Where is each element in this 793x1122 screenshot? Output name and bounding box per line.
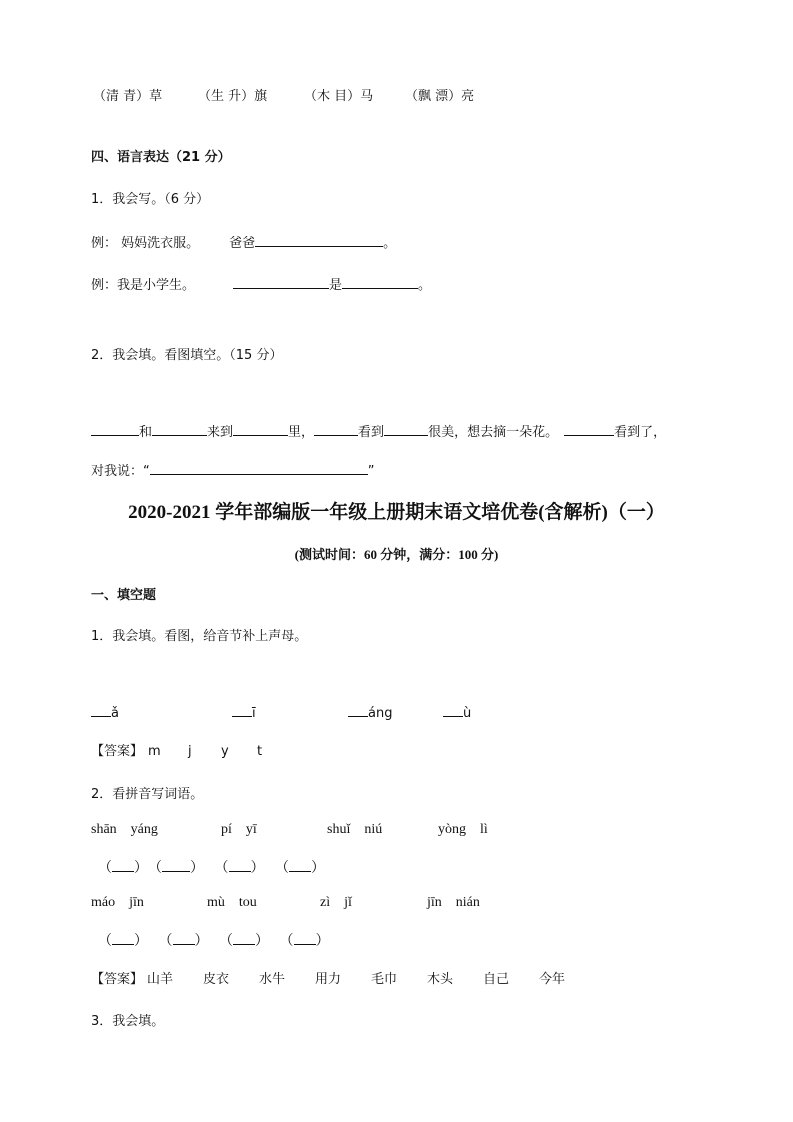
blank <box>255 234 383 247</box>
blank <box>384 423 428 436</box>
answer: 水牛 <box>259 972 286 987</box>
text: 看到 <box>358 425 385 440</box>
text: 和 <box>139 425 153 440</box>
pinyin: jīn nián <box>427 895 480 910</box>
blank <box>233 276 329 289</box>
example-label: 例：我是小学生。 <box>91 278 196 293</box>
pinyin: shān yáng <box>91 822 158 837</box>
text: 来到 <box>207 425 234 440</box>
word-choice: （飘 漂）亮 <box>405 89 475 104</box>
page-title: 2020-2021 学年部编版一年级上册期末语文培优卷(含解析)（一） <box>128 502 665 523</box>
text: 很美，想去摘一朵花。 <box>428 425 559 440</box>
pinyin: yòng lì <box>438 822 488 837</box>
blank <box>152 423 207 436</box>
word-choice: （木 目）马 <box>304 89 374 104</box>
say-line <box>91 462 375 480</box>
example-prompt: 爸爸 <box>229 236 256 251</box>
answer-blank: （ ） （ ） （ ） （ ） <box>98 934 330 949</box>
answer: 毛巾 <box>371 972 398 987</box>
syllable-blank: ù <box>443 704 471 722</box>
syllable-blank: ǎ <box>91 704 119 722</box>
pinyin: zì jǐ <box>320 895 352 910</box>
answer: 皮衣 <box>203 972 230 987</box>
question: 3．我会填。 <box>91 1014 165 1029</box>
pinyin: shuǐ niú <box>327 822 383 837</box>
answer: 木头 <box>427 972 454 987</box>
question: 2．我会填。看图填空。（15 分） <box>91 348 283 363</box>
answer: y <box>221 744 229 759</box>
blank <box>314 423 358 436</box>
punct: 。 <box>383 236 397 251</box>
answer-label: 【答案】 <box>91 972 144 987</box>
subtitle: (测试时间：60 分钟，满分：100 分) <box>294 547 499 562</box>
pinyin: mù tou <box>207 895 257 910</box>
section-heading: 一、填空题 <box>91 588 157 603</box>
answer: 今年 <box>539 972 566 987</box>
syllable-blank: ī <box>232 704 256 722</box>
example-line <box>91 234 396 252</box>
text: 对我说：“ <box>91 464 150 479</box>
text: 里， <box>288 425 315 440</box>
answer-blank: （ ） （ ） （ ） （ ） <box>98 861 325 876</box>
blank <box>91 423 139 436</box>
question: 2．看拼音写词语。 <box>91 787 204 802</box>
fill-line <box>91 423 666 441</box>
text: 是 <box>329 278 343 293</box>
answer: 山羊 <box>147 972 174 987</box>
punct: 。 <box>418 278 432 293</box>
word-choice: （生 升）旗 <box>198 89 268 104</box>
answer: 自己 <box>483 972 510 987</box>
pinyin: pí yī <box>221 822 257 837</box>
text: 看到了， <box>614 425 667 440</box>
text: ” <box>367 464 375 479</box>
blank <box>233 423 288 436</box>
blank <box>342 276 418 289</box>
word-choice: （清 青）草 <box>93 89 163 104</box>
question: 1．我会写。（6 分） <box>91 192 210 207</box>
question: 1．我会填。看图，给音节补上声母。 <box>91 629 308 644</box>
answer: j <box>188 744 192 759</box>
syllable-blank: áng <box>348 704 392 722</box>
section-heading: 四、语言表达（21 分） <box>91 150 231 165</box>
answer: m <box>148 744 161 759</box>
answer: t <box>257 744 263 759</box>
example-line <box>91 276 431 294</box>
blank <box>150 462 368 475</box>
example-label: 例： 妈妈洗衣服。 <box>91 236 200 251</box>
answer: 用力 <box>315 972 342 987</box>
pinyin: máo jīn <box>91 895 144 910</box>
blank <box>564 423 614 436</box>
answer-label: 【答案】 <box>91 744 144 759</box>
